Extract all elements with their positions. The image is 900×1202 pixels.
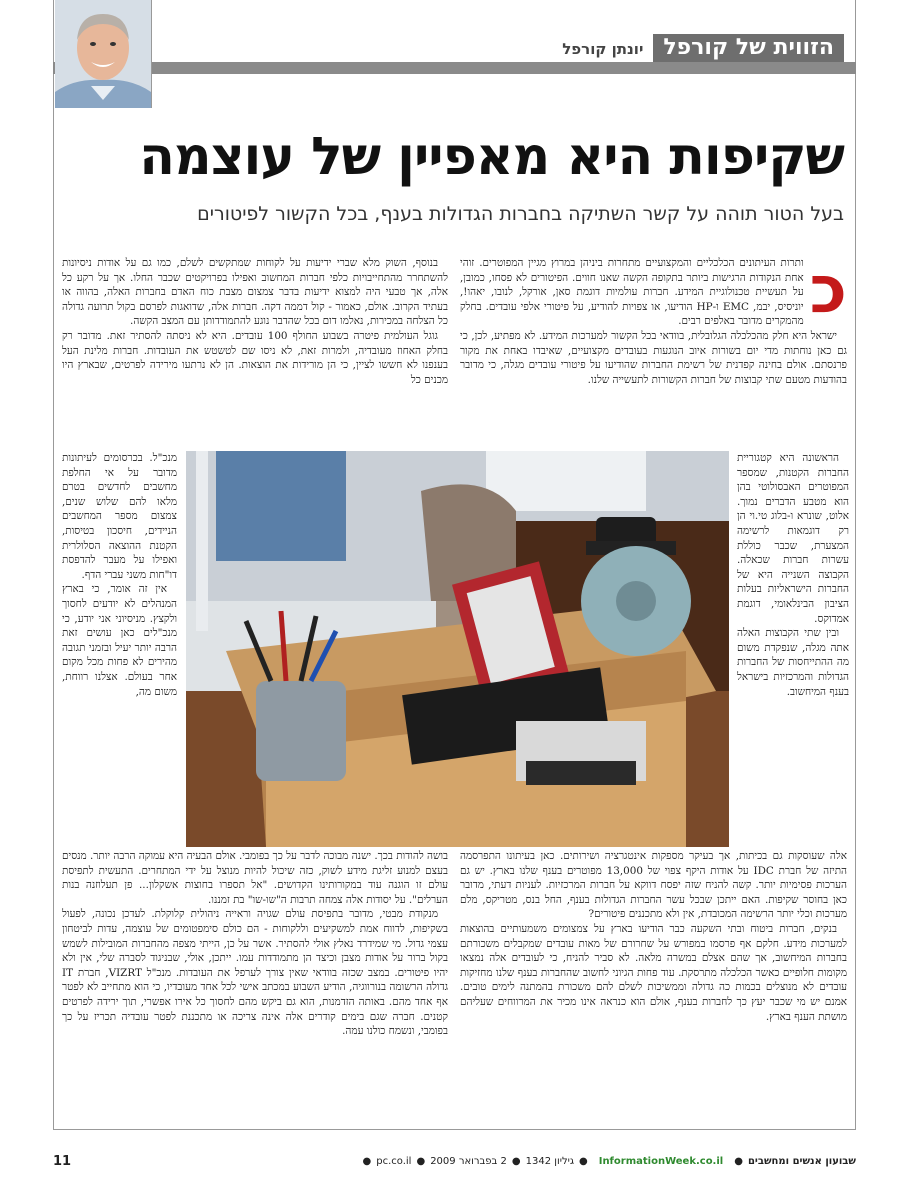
paragraph: אין זה אומר, כי בארץ המנהלים לא יודעים לחסוך ולקצץ. מניסיוני אני יודע, כי מנכ"לים כאן עושים זאת הרבה יותר יעיל ובזמני תגובה מהירים לא פחות מכל מקום אחר בעולם. אצלנו רווחת, משום מה, [62, 583, 177, 698]
paragraph: אלה שעוסקות גם בכיתות, אך בעיקר מספקות אינטגרציה ושירותים. כאן בעיתונו התפרסמה התיזה של חברת IDC על אודות היקף צפוי של 13,000 מפוטרים בענף שלנו בארץ. יש גם הערכות פסימיות יותר. קשה להניח שזה יפסח דווקא על חברות המרכזיות. לעניות דעתי, מדובר כאן בחוסר שקיפות. האם ייתכן שבכל עשר החברות הגדולות בענף, החל בנס, מטריקס, מלם מערכות וכלי יותר הרשימה המכובדת, אין ולא מתכננים פיטורים? [460, 850, 847, 921]
header-bar [53, 62, 856, 74]
footer-site-link[interactable]: InformationWeek.co.il [598, 1155, 724, 1167]
footer-separator: ● [416, 1155, 426, 1167]
page-footer [53, 1150, 856, 1172]
article-column-right-bottom [460, 849, 847, 1121]
paragraph: בנוסף, השוק מלא שברי ידיעות על לקוחות שמתקשים לשלם, כמו גם על אודות ניסיונות להשתחרר מהתחייבויות כלפי חברות המחשוב ואפילו בפרויקטים שכבר החלו. אך על רקע כל אלה, אך טבעי היה למצוא ידיעות בדבר צמצום מצבת כוח האדם בחברות האלה, בהווה או בעתיד הקרוב. אולם, כאמור - קול דממה דקה. חברות אלה, שדואגות לפרסם בקול תרועה גדולה כל הצלחה במכירות, נאלמו דום בכל שהדבר נוגע להתמודדותן עם המצב הקשה. [62, 257, 448, 328]
paragraph: ישראל היא חלק מהכלכלה הגלובלית, בוודאי בכל הקשור למערכות המידע. לא מפתיע, לכן, כי גם כאן נוחתות מדי יום בשורות איוב הנוגעות בעובדים מקצועיים, שאיבדו באחת את מקור פרנסתם. אולם בחינה קפדנית של רשימת החברות שהודיעו על פיטורי עובדים מגלה, כי מדובר בהודעות מטעם שתי קבוצות של חברות הקשורות לתעשייה שלנו. [460, 329, 847, 386]
article-column-right-top [460, 256, 847, 452]
paragraph: בושה להודות בכך. ישנה מבוכה לדבר על כך בפומבי. אולם הבעיה היא עמוקה הרבה יותר. מנסים בעצם למנוע זליגת מידע לשוק, כזה שיכול להיות מנוצל על ידי המתחרים. התעשית לתפיסת עולם זו הוגנה עוד במקורותינו הקדושים. "אל תספרו בחוצות אשקלון... פן תעלוזנה בנות הערלים". על יסודות אלה צמחה תרבות ה"שו-שו" בת זמננו. [62, 850, 448, 906]
footer-url[interactable]: pc.co.il [376, 1155, 412, 1167]
footer-separator: ● [578, 1155, 588, 1167]
article-column-narrow-left [62, 451, 177, 847]
paragraph: הראשונה היא קטגוריית החברות הקטנות, שמספר המפוטרים האבסולוטי בהן הוא מטבע הדברים נמוך. אלוט, שונרא ו-בלוג טי.וי הן רק דוגמאות לרשימה המצערת, שכבר כוללת עשרות חברות שכאלה. הקבוצה השנייה היא של החברות הישראליות בעלות הציבון הבינלאומי, דוגמת אמדוקס. [737, 452, 849, 625]
article-column-narrow-right [737, 451, 849, 851]
footer-separator: ● [734, 1155, 743, 1167]
paragraph: בנקים, חברות ביטוח ובתי השקעה כבר הודיעו בארץ על צמצומים משמעותיים בהוצאות למערכות מידע. חלקם אף פרסמו במפורש על שחרורם של מאות עובדים שמקבלים משכורתם בחברות המיחשוב, אך שהם אצלם במשרה מלאה. לא סביר להניח, כי לעובדים אלה נמצאו מקומות חלופיים כאשר הכלכלה מתרסקת. עוד פחות הגיוני לחשוב שהחברות בענף שלנו מחזיקות עובדים לא מנוצלים בכמות כה גדולה וממשיכות לשלם להם משכורת בהמתנה לימים טובים. אמנם יש מי שכבר יעץ כך לחברות בענף, אולם הוא כנראה אינו מכיר את המרווחים שעליהם מושתת הענף בארץ. [460, 922, 847, 1023]
footer-separator: ● [362, 1155, 372, 1167]
paragraph: גוגל העולמית פיטרה בשבוע החולף 100 עובדים. היא לא ניסתה להסתיר זאת. מדובר רק בחלק האחוז מעובדיה, ולמרות זאת, לא ניסו שם לטשטש את העובדות. חברות מלינת העל בענפנו לא חששו לציין, כי הן מורידות את הוצאות. הן לא נרתעו מירידה לפרטים, שבארץ היו מכנים כל [62, 329, 448, 386]
column-title [552, 35, 844, 62]
article-column-left-bottom [62, 849, 448, 1121]
article-photo [186, 451, 729, 847]
author-photo [55, 0, 152, 108]
author-name: יונתן קורפל [562, 40, 644, 58]
column-name: הזווית של קורפל [653, 34, 844, 62]
paragraph: מנקודת מבטי, מדובר בתפיסת עולם שגויה וראייה ניהולית קלוקלת. לעדכן נכונה, לפעול בשקיפות, לדווח אמת למשקיעים וללקוחות - הם כולם סימפטומים של עוצמה, עדות לביטחון עצמי גדול. מי שמידרד נאלץ אולי להסתיר. אשר על כן, הייתי מצפה מהחברות המובילות לשמש בקול ברור על אודות מצבן וכיצד הן מתמודדות עמו. ייתכן, אולי, שבניגוד לסברה שלי, אין ולא יהיו פיטורים. במצב שכזה בוודאי שאין צורך לערפל את העובדות. מנכ"ל VIZRT, חברת IT גדולה הרשומה בנורווגיה, הודיע השבוע במכתב אישי לכל אחד מעובדיו, כי הוא מתחייב לא לפטר אף אחד מהם. באותה הזדמנות, הוא גם ביקש מהם לחסוך כל אירו אפשרי, תוך ירידה לפרטים קטנים. חברה שגם בימים קודרים אלה אינה צריכה או מתכננת לפטר עובדיה תכריז על כך בפומבי, ונשמח כולנו עמה. [62, 908, 448, 1038]
paragraph: ובין שתי הקבוצות האלה אתה מגלה, שנפקדת משום מה ההתייחסות של החברות הגדולות והמרכזיות בישראל בענף המיחשוב. [737, 627, 849, 698]
drop-cap: כ [809, 256, 847, 328]
footer-separator: ● [511, 1155, 521, 1167]
paragraph: מנכ"ל. בכרסומים לעיתונות מדובר על אי החלפת מחשבים לחדשים בטרם מלאו להם שלוש שנים, צמצום מספר המחשבים הניידים, חיסכון בטיסות, הקטנת ההוצאה הסלולרית ואפילו על מעבר להדפסת דו"חות משני עברי הדף. [62, 452, 177, 581]
footer-issue: גיליון 1342 [525, 1155, 574, 1167]
headline: שקיפות היא מאפיין של עוצמה [139, 127, 844, 187]
footer-date: 2 בפברואר 2009 [430, 1155, 507, 1167]
paragraph: ותרות העיתונים הכלכליים והמקצועיים מתחרות ביניהן במרוץ מגיין המפוטרים. זוהי אחת הנקודות הרגישות ביותר בתקופה הקשה שאנו חווים. הפיטורים לא פסחו, כמובן, על תעשיית טכנולוגיית המידע. חברות עולמיות דוגמת סאן, אורקל, לנובו, יאהו!, יוניסיס, יבמ, EMC ו-HP הודיעו, או צפויות להודיע, על פיטורי אלפי עובדים. בחלק מהמקרים מדובר באלפים רבים. [460, 257, 804, 328]
subheadline: בעל הטור תוהה על קשר השתיקה בחברות הגדולות בענף, בכל הקשור לפיטורים [197, 203, 844, 225]
page-number: 11 [53, 1153, 72, 1169]
footer-publication: שבועון אנשים ומחשבים [747, 1155, 856, 1167]
article-column-left-top [62, 256, 448, 452]
